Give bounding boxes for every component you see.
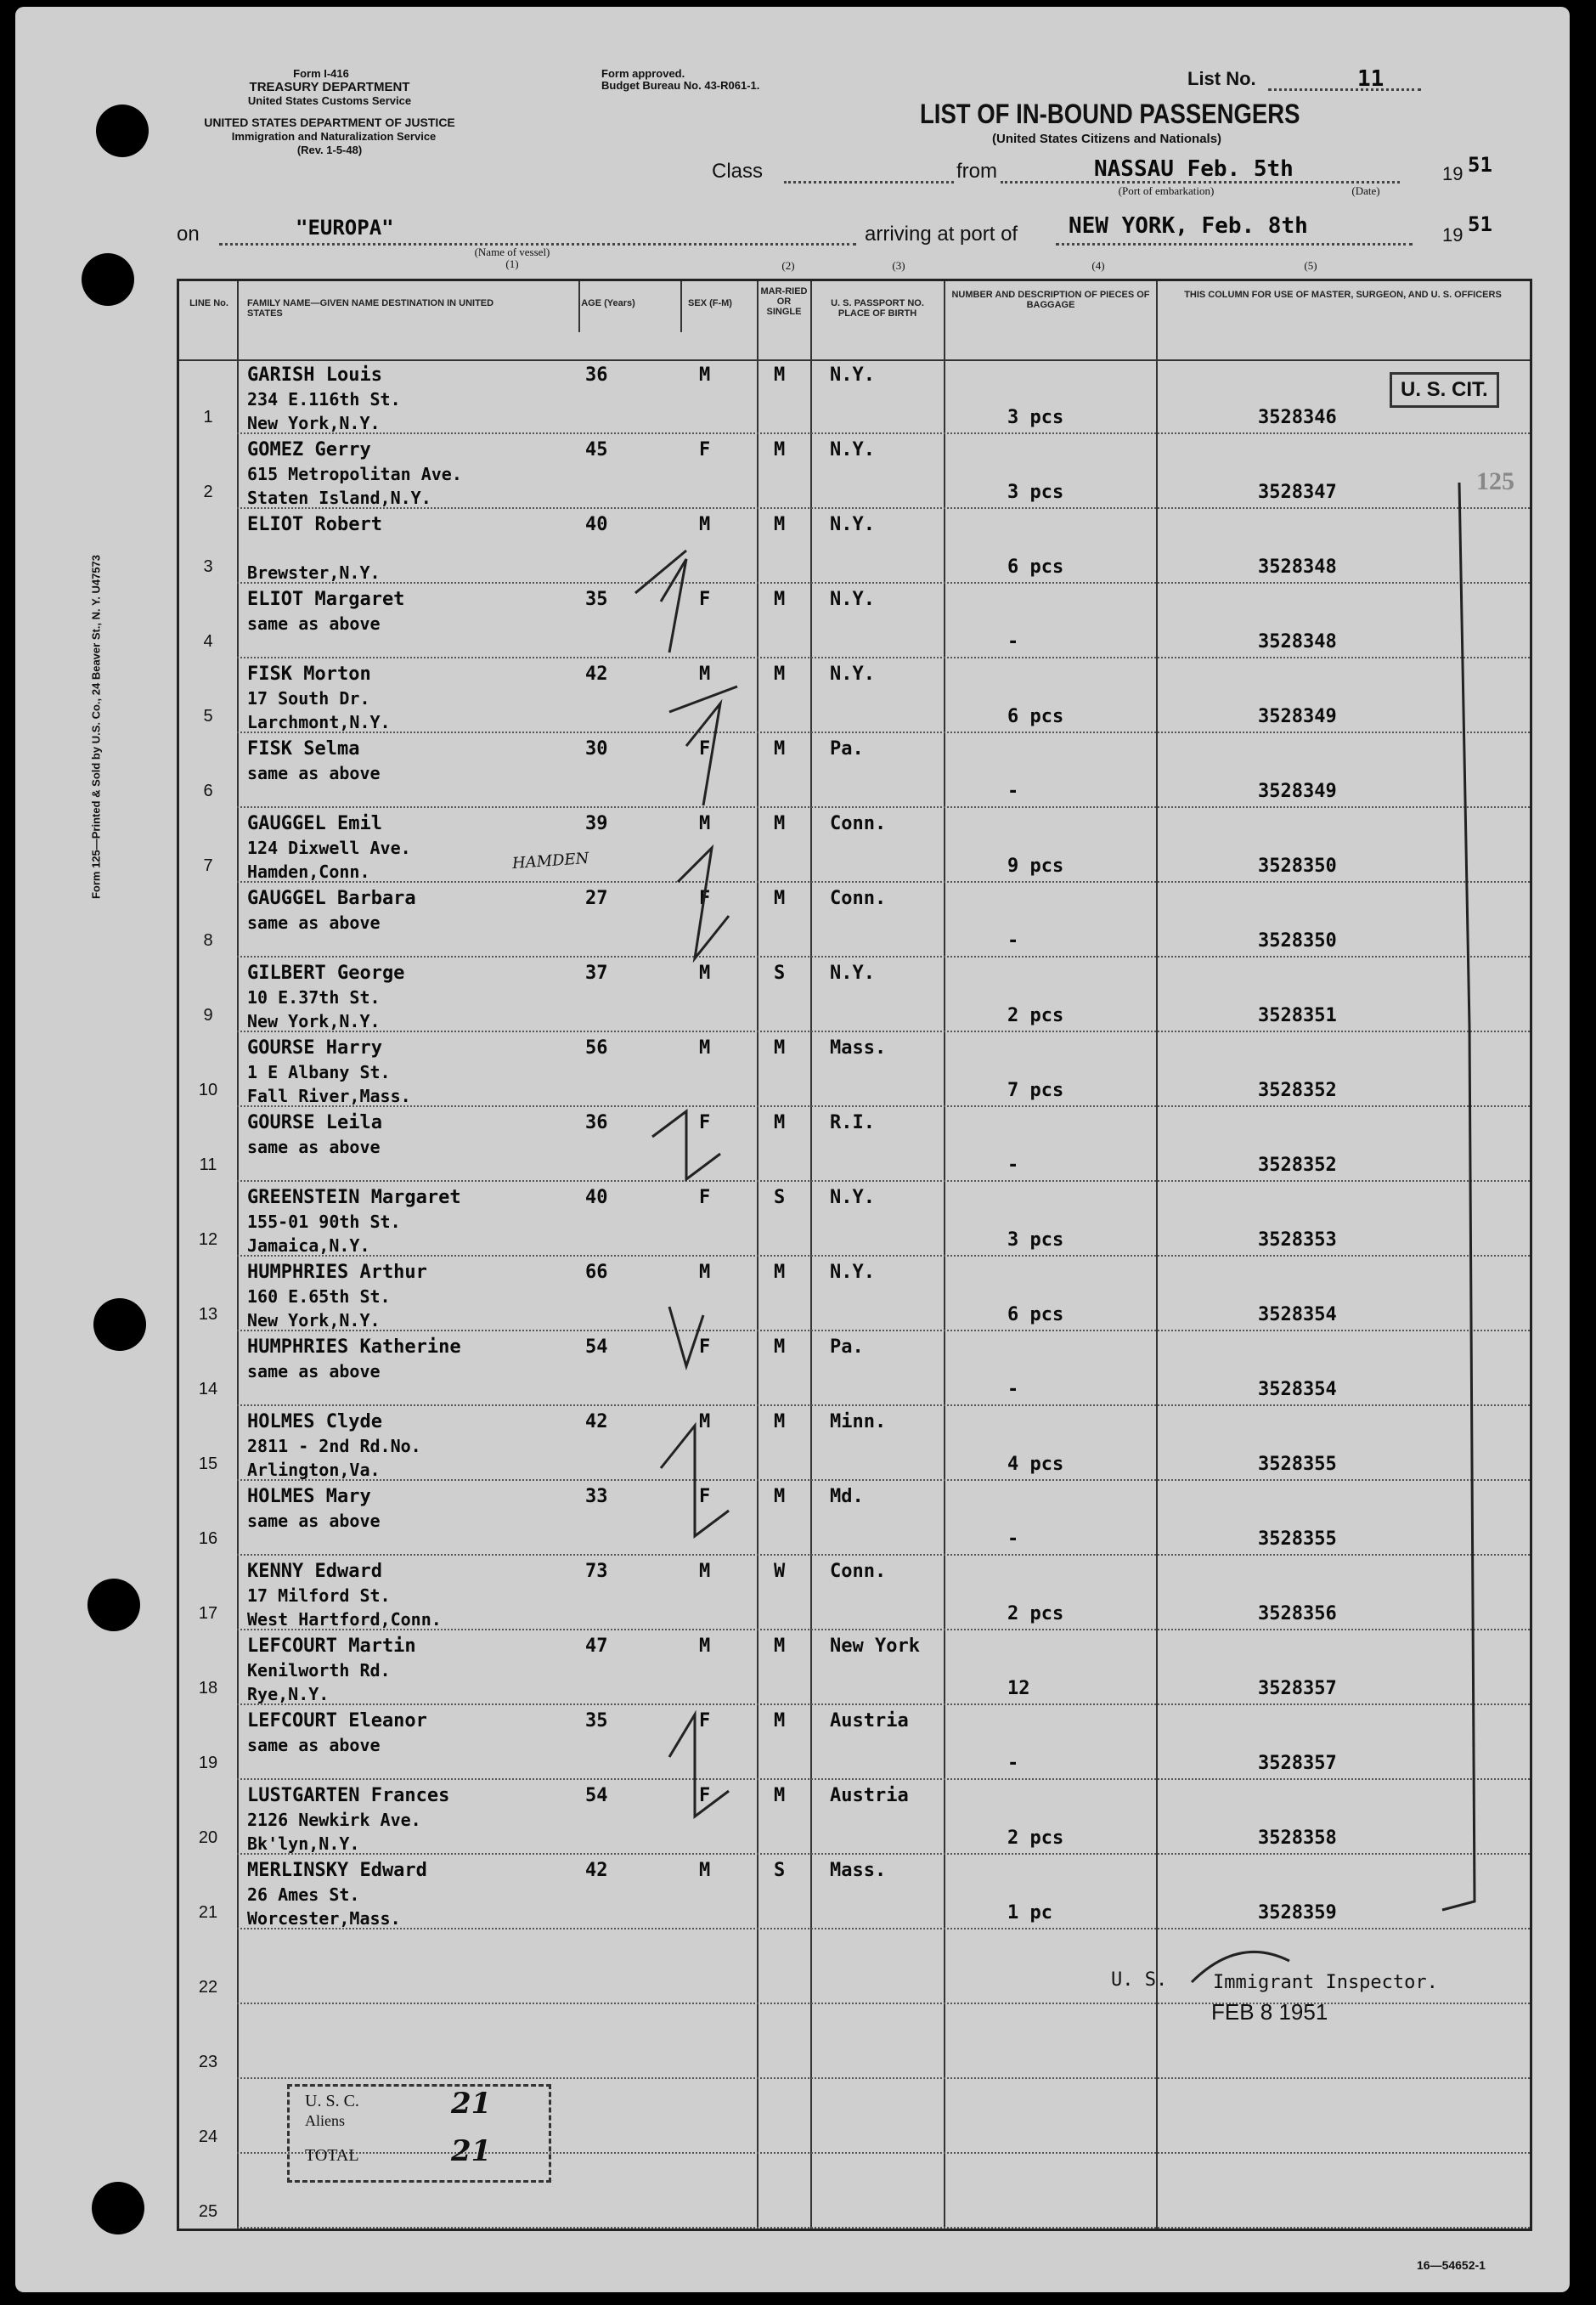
- sex-cell: M: [699, 963, 711, 984]
- hamden-note: HAMDEN: [511, 849, 590, 873]
- officer-code-cell: 3528357: [1258, 1753, 1337, 1774]
- birthplace-cell: Mass.: [830, 1860, 887, 1881]
- baggage-cell: 3 pcs: [1007, 482, 1064, 503]
- birthplace-cell: Conn.: [830, 888, 887, 909]
- baggage-cell: 7 pcs: [1007, 1080, 1064, 1101]
- year-prefix: 19: [1442, 163, 1463, 184]
- sex-cell: F: [699, 1187, 711, 1208]
- passenger-name: HUMPHRIES Arthur: [247, 1262, 427, 1283]
- address-line-1: 2126 Newkirk Ave.: [247, 1810, 421, 1830]
- on-label: on: [177, 223, 200, 246]
- sex-cell: F: [699, 1336, 711, 1358]
- birthplace-cell: Mass.: [830, 1037, 887, 1059]
- col-age: AGE (Years): [581, 298, 635, 308]
- birthplace-cell: Austria: [830, 1785, 909, 1806]
- sex-cell: M: [699, 1037, 711, 1059]
- baggage-cell: 1 pc: [1007, 1902, 1052, 1924]
- birthplace-cell: N.Y.: [830, 664, 875, 685]
- baggage-cell: 2 pcs: [1007, 1005, 1064, 1026]
- age-cell: 39: [585, 813, 608, 834]
- sex-cell: F: [699, 888, 711, 909]
- baggage-cell: 3 pcs: [1007, 1229, 1064, 1251]
- port-embark-caption: (Port of embarkation): [1118, 184, 1215, 197]
- page-title: LIST OF IN-BOUND PASSENGERS: [920, 99, 1300, 129]
- passenger-name: HUMPHRIES Katherine: [247, 1336, 461, 1358]
- bottom-code: 16—54652-1: [1417, 2258, 1486, 2272]
- birthplace-cell: New York: [830, 1636, 920, 1657]
- officer-code-cell: 3528353: [1258, 1229, 1337, 1251]
- inspector-title: Immigrant Inspector.: [1213, 1972, 1438, 1993]
- line-number: 6: [203, 782, 213, 800]
- total-value: 21: [451, 2134, 492, 2168]
- handwritten-marks: [15, 7, 1570, 2292]
- address-line-1: Kenilworth Rd.: [247, 1660, 391, 1681]
- passenger-name: GAUGGEL Emil: [247, 813, 382, 834]
- line-number: 24: [198, 2127, 218, 2146]
- side-print: Form 125—Printed & Sold by U.S. Co., 24 Beaver St., N. Y. U47573: [89, 554, 103, 900]
- marital-cell: W: [774, 1561, 786, 1582]
- marital-cell: M: [774, 1112, 786, 1133]
- address-line-2: New York,N.Y.: [247, 1011, 381, 1031]
- inspector-date: FEB 8 1951: [1211, 1999, 1328, 2025]
- birthplace-cell: Conn.: [830, 813, 887, 834]
- marital-cell: S: [774, 1860, 786, 1881]
- passenger-name: GOURSE Harry: [247, 1037, 382, 1059]
- marital-cell: M: [774, 664, 786, 685]
- address-line-2: Arlington,Va.: [247, 1460, 381, 1480]
- sex-cell: F: [699, 589, 711, 610]
- total-label: TOTAL: [305, 2146, 359, 2165]
- col-baggage: NUMBER AND DESCRIPTION OF PIECES OF BAGGAGE: [951, 290, 1150, 310]
- birthplace-cell: N.Y.: [830, 439, 875, 460]
- sex-cell: M: [699, 664, 711, 685]
- col-line-no: LINE No.: [189, 298, 228, 308]
- marital-cell: M: [774, 1785, 786, 1806]
- officer-code-cell: 3528347: [1258, 482, 1337, 503]
- marital-cell: M: [774, 439, 786, 460]
- col-officers: THIS COLUMN FOR USE OF MASTER, SURGEON, AND U. S. OFFICERS: [1184, 290, 1502, 300]
- embarkation-port: NASSAU Feb. 5th: [1094, 156, 1294, 182]
- col-name-destination: FAMILY NAME—GIVEN NAME DESTINATION IN UNITED STATES: [247, 298, 494, 319]
- address-line-1: same as above: [247, 1361, 381, 1381]
- year-suffix: 51: [1468, 153, 1492, 177]
- address-line-2: New York,N.Y.: [247, 413, 381, 433]
- line-number: 9: [203, 1006, 213, 1025]
- address-line-2: Bk'lyn,N.Y.: [247, 1833, 360, 1854]
- marital-cell: M: [774, 813, 786, 834]
- passenger-name: HOLMES Mary: [247, 1486, 371, 1507]
- marital-cell: M: [774, 1037, 786, 1059]
- age-cell: 35: [585, 1710, 608, 1732]
- usc-label: U. S. C.: [305, 2092, 359, 2110]
- ins-title: Immigration and Naturalization Service: [231, 130, 437, 143]
- age-cell: 54: [585, 1336, 608, 1358]
- sex-cell: F: [699, 439, 711, 460]
- baggage-cell: -: [1007, 1155, 1019, 1176]
- marital-cell: M: [774, 1262, 786, 1283]
- birthplace-cell: N.Y.: [830, 1187, 875, 1208]
- age-cell: 66: [585, 1262, 608, 1283]
- baggage-cell: -: [1007, 1379, 1019, 1400]
- vessel-name: "EUROPA": [296, 216, 394, 240]
- age-cell: 47: [585, 1636, 608, 1657]
- form-revision: (Rev. 1-5-48): [296, 144, 363, 156]
- baggage-cell: 6 pcs: [1007, 706, 1064, 727]
- form-approved: Form approved.: [601, 67, 685, 80]
- marital-cell: M: [774, 1636, 786, 1657]
- sex-cell: M: [699, 1411, 711, 1432]
- passenger-name: FISK Selma: [247, 738, 360, 760]
- baggage-cell: 3 pcs: [1007, 407, 1064, 428]
- line-number: 14: [198, 1380, 218, 1398]
- treasury-dept: TREASURY DEPARTMENT: [249, 80, 410, 94]
- from-label: from: [956, 160, 997, 183]
- passenger-name: GARISH Louis: [247, 364, 382, 386]
- officer-code-cell: 3528350: [1258, 930, 1337, 952]
- line-number: 25: [198, 2202, 218, 2221]
- sex-cell: F: [699, 738, 711, 760]
- baggage-cell: 6 pcs: [1007, 556, 1064, 578]
- address-line-2: New York,N.Y.: [247, 1310, 381, 1330]
- officer-code-cell: 3528354: [1258, 1304, 1337, 1325]
- sex-cell: M: [699, 514, 711, 535]
- address-line-2: Fall River,Mass.: [247, 1086, 411, 1106]
- age-cell: 42: [585, 1860, 608, 1881]
- col-num-5: (5): [1304, 259, 1317, 272]
- address-line-1: 1 E Albany St.: [247, 1062, 391, 1082]
- address-line-2: Jamaica,N.Y.: [247, 1235, 370, 1256]
- baggage-cell: 2 pcs: [1007, 1828, 1064, 1849]
- passenger-name: ELIOT Robert: [247, 514, 382, 535]
- address-line-1: same as above: [247, 1137, 381, 1157]
- address-line-1: 615 Metropolitan Ave.: [247, 464, 462, 484]
- class-label: Class: [712, 160, 764, 183]
- address-line-2: Staten Island,N.Y.: [247, 488, 431, 508]
- line-number: 18: [198, 1679, 218, 1698]
- birthplace-cell: N.Y.: [830, 514, 875, 535]
- baggage-cell: 6 pcs: [1007, 1304, 1064, 1325]
- list-no-value: 11: [1357, 66, 1385, 92]
- list-no-label: List No.: [1187, 68, 1256, 89]
- address-line-2: Larchmont,N.Y.: [247, 712, 391, 732]
- line-number: 10: [198, 1081, 218, 1099]
- sex-cell: M: [699, 1636, 711, 1657]
- birthplace-cell: N.Y.: [830, 364, 875, 386]
- age-cell: 35: [585, 589, 608, 610]
- address-line-2: Brewster,N.Y.: [247, 562, 381, 583]
- usc-value: 21: [451, 2087, 492, 2121]
- address-line-1: same as above: [247, 1735, 381, 1755]
- sex-cell: M: [699, 1860, 711, 1881]
- us-cit-text: U. S. CIT.: [1401, 378, 1488, 401]
- arrival-port: NEW YORK, Feb. 8th: [1069, 213, 1308, 239]
- col-passport: U. S. PASSPORT NO. PLACE OF BIRTH: [831, 298, 924, 319]
- passenger-name: GAUGGEL Barbara: [247, 888, 416, 909]
- birthplace-cell: Minn.: [830, 1411, 887, 1432]
- address-line-2: Hamden,Conn.: [247, 862, 370, 882]
- age-cell: 56: [585, 1037, 608, 1059]
- manifest-sheet: [15, 7, 1570, 2292]
- arriving-label: arriving at port of: [865, 223, 1018, 246]
- col-num-4: (4): [1091, 259, 1105, 272]
- address-line-1: 26 Ames St.: [247, 1884, 360, 1905]
- address-line-1: 155-01 90th St.: [247, 1212, 401, 1232]
- officer-code-cell: 3528349: [1258, 706, 1337, 727]
- line-number: 21: [198, 1903, 218, 1922]
- sex-cell: M: [699, 1262, 711, 1283]
- address-line-1: 17 South Dr.: [247, 688, 370, 709]
- age-cell: 73: [585, 1561, 608, 1582]
- vessel-caption: (Name of vessel): [474, 246, 550, 258]
- birthplace-cell: Pa.: [830, 1336, 864, 1358]
- marital-cell: M: [774, 1486, 786, 1507]
- address-line-1: same as above: [247, 912, 381, 933]
- line-number: 15: [198, 1455, 218, 1473]
- line-number: 1: [203, 408, 213, 427]
- line-number: 5: [203, 707, 213, 726]
- marital-cell: M: [774, 1710, 786, 1732]
- age-cell: 27: [585, 888, 608, 909]
- baggage-cell: -: [1007, 1753, 1019, 1774]
- officer-code-cell: 3528355: [1258, 1528, 1337, 1550]
- age-cell: 37: [585, 963, 608, 984]
- marital-cell: S: [774, 963, 786, 984]
- date-caption: (Date): [1351, 184, 1380, 197]
- aliens-label: Aliens: [305, 2112, 345, 2129]
- sex-cell: M: [699, 364, 711, 386]
- officer-code-cell: 3528356: [1258, 1603, 1337, 1624]
- age-cell: 42: [585, 1411, 608, 1432]
- birthplace-cell: Md.: [830, 1486, 864, 1507]
- margin-number: 125: [1476, 467, 1514, 495]
- address-line-1: same as above: [247, 613, 381, 634]
- baggage-cell: 9 pcs: [1007, 856, 1064, 877]
- doj-title: UNITED STATES DEPARTMENT OF JUSTICE: [204, 116, 455, 129]
- age-cell: 33: [585, 1486, 608, 1507]
- sex-cell: F: [699, 1785, 711, 1806]
- line-number: 2: [203, 483, 213, 501]
- marital-cell: M: [774, 364, 786, 386]
- passenger-name: LEFCOURT Eleanor: [247, 1710, 427, 1732]
- age-cell: 40: [585, 514, 608, 535]
- line-number: 12: [198, 1230, 218, 1249]
- passenger-name: LEFCOURT Martin: [247, 1636, 416, 1657]
- arrival-year-suffix: 51: [1468, 212, 1492, 236]
- birthplace-cell: Austria: [830, 1710, 909, 1732]
- officer-code-cell: 3528348: [1258, 631, 1337, 653]
- address-line-2: Worcester,Mass.: [247, 1908, 401, 1929]
- baggage-cell: 2 pcs: [1007, 1603, 1064, 1624]
- birthplace-cell: N.Y.: [830, 1262, 875, 1283]
- baggage-cell: -: [1007, 631, 1019, 653]
- address-line-1: 124 Dixwell Ave.: [247, 838, 411, 858]
- officer-code-cell: 3528354: [1258, 1379, 1337, 1400]
- address-line-1: 2811 - 2nd Rd.No.: [247, 1436, 421, 1456]
- officer-code-cell: 3528352: [1258, 1155, 1337, 1176]
- marital-cell: M: [774, 589, 786, 610]
- line-number: 4: [203, 632, 213, 651]
- vessel-col-num: (1): [505, 257, 519, 270]
- col-num-2: (2): [781, 259, 795, 272]
- birthplace-cell: Conn.: [830, 1561, 887, 1582]
- marital-cell: M: [774, 1411, 786, 1432]
- page-subtitle: (United States Citizens and Nationals): [992, 132, 1222, 146]
- line-number: 8: [203, 931, 213, 950]
- line-number: 3: [203, 557, 213, 576]
- marital-cell: M: [774, 514, 786, 535]
- passenger-name: GILBERT George: [247, 963, 405, 984]
- officer-code-cell: 3528348: [1258, 556, 1337, 578]
- address-line-2: Rye,N.Y.: [247, 1684, 330, 1704]
- passenger-name: GOMEZ Gerry: [247, 439, 371, 460]
- officer-code-cell: 3528359: [1258, 1902, 1337, 1924]
- baggage-cell: 4 pcs: [1007, 1454, 1064, 1475]
- birthplace-cell: N.Y.: [830, 589, 875, 610]
- passenger-name: MERLINSKY Edward: [247, 1860, 427, 1881]
- officer-code-cell: 3528351: [1258, 1005, 1337, 1026]
- address-line-1: 160 E.65th St.: [247, 1286, 391, 1307]
- marital-cell: M: [774, 1336, 786, 1358]
- sex-cell: F: [699, 1710, 711, 1732]
- customs-service: United States Customs Service: [247, 94, 412, 107]
- line-number: 23: [198, 2053, 218, 2071]
- col-married: MAR-RIED OR SINGLE: [760, 286, 808, 317]
- passenger-name: FISK Morton: [247, 664, 371, 685]
- officer-code-cell: 3528352: [1258, 1080, 1337, 1101]
- age-cell: 36: [585, 364, 608, 386]
- age-cell: 30: [585, 738, 608, 760]
- sex-cell: F: [699, 1486, 711, 1507]
- arrival-year-prefix: 19: [1442, 224, 1463, 246]
- officer-code-cell: 3528358: [1258, 1828, 1337, 1849]
- age-cell: 42: [585, 664, 608, 685]
- passenger-name: ELIOT Margaret: [247, 589, 405, 610]
- budget-bureau: Budget Bureau No. 43-R061-1.: [601, 79, 760, 92]
- passenger-name: GOURSE Leila: [247, 1112, 382, 1133]
- officer-code-cell: 3528357: [1258, 1678, 1337, 1699]
- inspector-prefix: U. S.: [1111, 1969, 1168, 1991]
- line-number: 22: [198, 1978, 218, 1997]
- baggage-cell: -: [1007, 781, 1019, 802]
- age-cell: 45: [585, 439, 608, 460]
- sex-cell: F: [699, 1112, 711, 1133]
- form-number: Form I-416: [293, 67, 349, 80]
- passenger-name: GREENSTEIN Margaret: [247, 1187, 461, 1208]
- officer-code-cell: 3528349: [1258, 781, 1337, 802]
- birthplace-cell: R.I.: [830, 1112, 875, 1133]
- age-cell: 54: [585, 1785, 608, 1806]
- age-cell: 40: [585, 1187, 608, 1208]
- line-number: 11: [199, 1155, 217, 1174]
- line-number: 13: [198, 1305, 218, 1324]
- marital-cell: M: [774, 888, 786, 909]
- address-line-2: West Hartford,Conn.: [247, 1609, 442, 1630]
- line-number: 19: [198, 1754, 218, 1772]
- baggage-cell: -: [1007, 1528, 1019, 1550]
- baggage-cell: 12: [1007, 1678, 1030, 1699]
- passenger-name: LUSTGARTEN Frances: [247, 1785, 450, 1806]
- address-line-1: same as above: [247, 763, 381, 783]
- officer-code-cell: 3528346: [1258, 407, 1337, 428]
- address-line-1: same as above: [247, 1511, 381, 1531]
- count-stamp: [287, 2084, 551, 2183]
- address-line-1: 10 E.37th St.: [247, 987, 381, 1008]
- address-line-1: 17 Milford St.: [247, 1585, 391, 1606]
- line-number: 20: [198, 1828, 218, 1847]
- passenger-name: HOLMES Clyde: [247, 1411, 382, 1432]
- officer-code-cell: 3528350: [1258, 856, 1337, 877]
- birthplace-cell: N.Y.: [830, 963, 875, 984]
- marital-cell: S: [774, 1187, 786, 1208]
- sex-cell: M: [699, 813, 711, 834]
- line-number: 17: [198, 1604, 218, 1623]
- marital-cell: M: [774, 738, 786, 760]
- address-line-1: 234 E.116th St.: [247, 389, 401, 410]
- line-number: 16: [198, 1529, 218, 1548]
- col-sex: SEX (F-M): [688, 298, 732, 308]
- birthplace-cell: Pa.: [830, 738, 864, 760]
- officer-code-cell: 3528355: [1258, 1454, 1337, 1475]
- sex-cell: M: [699, 1561, 711, 1582]
- col-num-3: (3): [892, 259, 905, 272]
- age-cell: 36: [585, 1112, 608, 1133]
- line-number: 7: [203, 856, 213, 875]
- baggage-cell: -: [1007, 930, 1019, 952]
- passenger-name: KENNY Edward: [247, 1561, 382, 1582]
